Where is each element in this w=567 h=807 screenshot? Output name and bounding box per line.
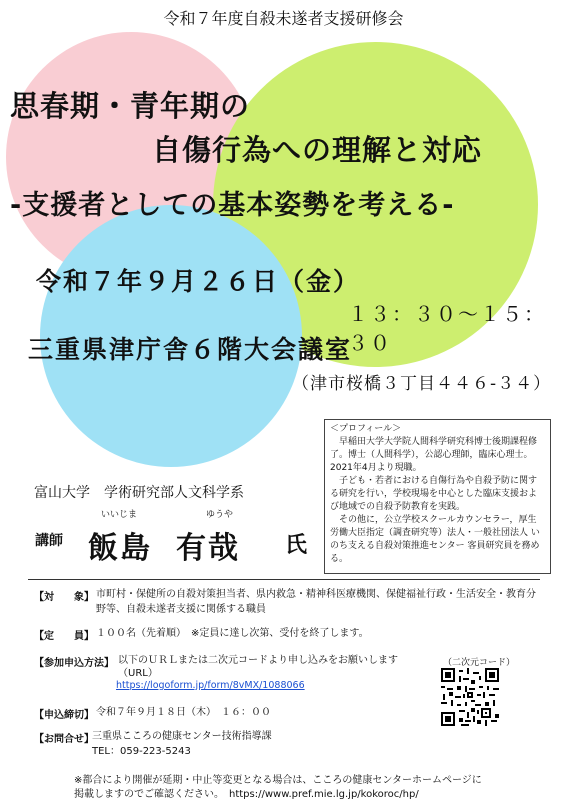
contact-org: 三重県こころの健康センター技術指導課 [92, 731, 272, 742]
application-url-link[interactable]: https://logoform.jp/form/8vMX/1088066 [116, 680, 305, 691]
section-divider [28, 579, 540, 580]
event-venue: 三重県津庁舎６階大会議室 [28, 335, 353, 364]
url-label: （URL） [118, 668, 158, 679]
event-date: 令和７年９月２６日（金） [36, 267, 361, 296]
subtitle: -支援者としての基本姿勢を考える- [10, 190, 455, 221]
main-title-line2: 自傷行為への理解と対応 [152, 133, 483, 167]
profile-paragraph: 早稲田大学大学院人間科学研究科博士後期課程修了。博士（人間科学），公認心理師，臨床心理士。2021年4月より現職。 [330, 437, 538, 473]
event-title: 令和７年度自殺未遂者支援研修会 [163, 9, 404, 28]
family-name-ruby: いいじま [101, 510, 138, 520]
footer-note [74, 774, 482, 802]
footer-line: 掲載しますのでご確認ください。 https://www.pref.mie.lg.jp/kokoroc/hp/ [74, 789, 419, 800]
capacity-label: 【定 員】 [34, 631, 94, 642]
target-label: 【対 象】 [34, 592, 94, 603]
qr-code[interactable] [441, 668, 499, 726]
lecturer-profile-box [324, 419, 551, 574]
qr-code-label: （二次元コード） [443, 658, 516, 668]
lecturer-name [88, 523, 240, 567]
profile-paragraph: その他に，公立学校スクールカウンセラー，厚生労働大臣指定（調査研究等）法人・一般社団法人 いのち支える自殺対策推進センター 客員研究員を務める。 [330, 515, 540, 564]
capacity-text: １００名（先着順） ※定員に達し次第、受付を終了します。 [96, 628, 369, 639]
lecturer-label: 講師 [35, 533, 63, 549]
deadline-label: 【申込締切】 [34, 710, 94, 721]
footer-line: ※都合により開催が延期・中止等変更となる場合は、こころの健康センターホームページに [74, 775, 482, 786]
contact-tel: TEL：059-223-5243 [92, 746, 191, 757]
profile-paragraph: 子ども・若者における自傷行為や自殺予防に関する研究を行い，学校現場を中心とした臨床支援および地域での自殺予防教育を実践。 [330, 476, 538, 512]
deadline-text: 令和７年９月１８日（木） １６：００ [96, 707, 271, 718]
main-title-line1: 思春期・青年期の [10, 89, 251, 123]
apply-text: 以下のＵＲＬまたは二次元コードより申し込みをお願いします [118, 655, 398, 666]
event-time: １３：３０～１５：３０ [348, 302, 546, 355]
apply-label: 【参加申込方法】 [34, 658, 114, 669]
profile-heading: ＜プロフィール＞ [330, 424, 402, 434]
contact-label: 【お問合せ】 [34, 734, 94, 745]
target-text: 市町村・保健所の自殺対策担当者、県内救急・精神科医療機関、保健福祉行政・生活安全・教育分野等、自殺未遂者支援に関係する職員 [96, 589, 536, 615]
lecturer-honorific: 氏 [285, 533, 308, 558]
lecturer-family-name: 飯島 [88, 531, 152, 566]
lecturer-given-name: 有哉 [176, 531, 240, 566]
given-name-ruby: ゆうや [206, 510, 234, 520]
venue-address: （津市桜橋３丁目４４６-３４） [292, 374, 552, 394]
lecturer-affiliation: 富山大学 学術研究部人文科学系 [34, 485, 244, 501]
